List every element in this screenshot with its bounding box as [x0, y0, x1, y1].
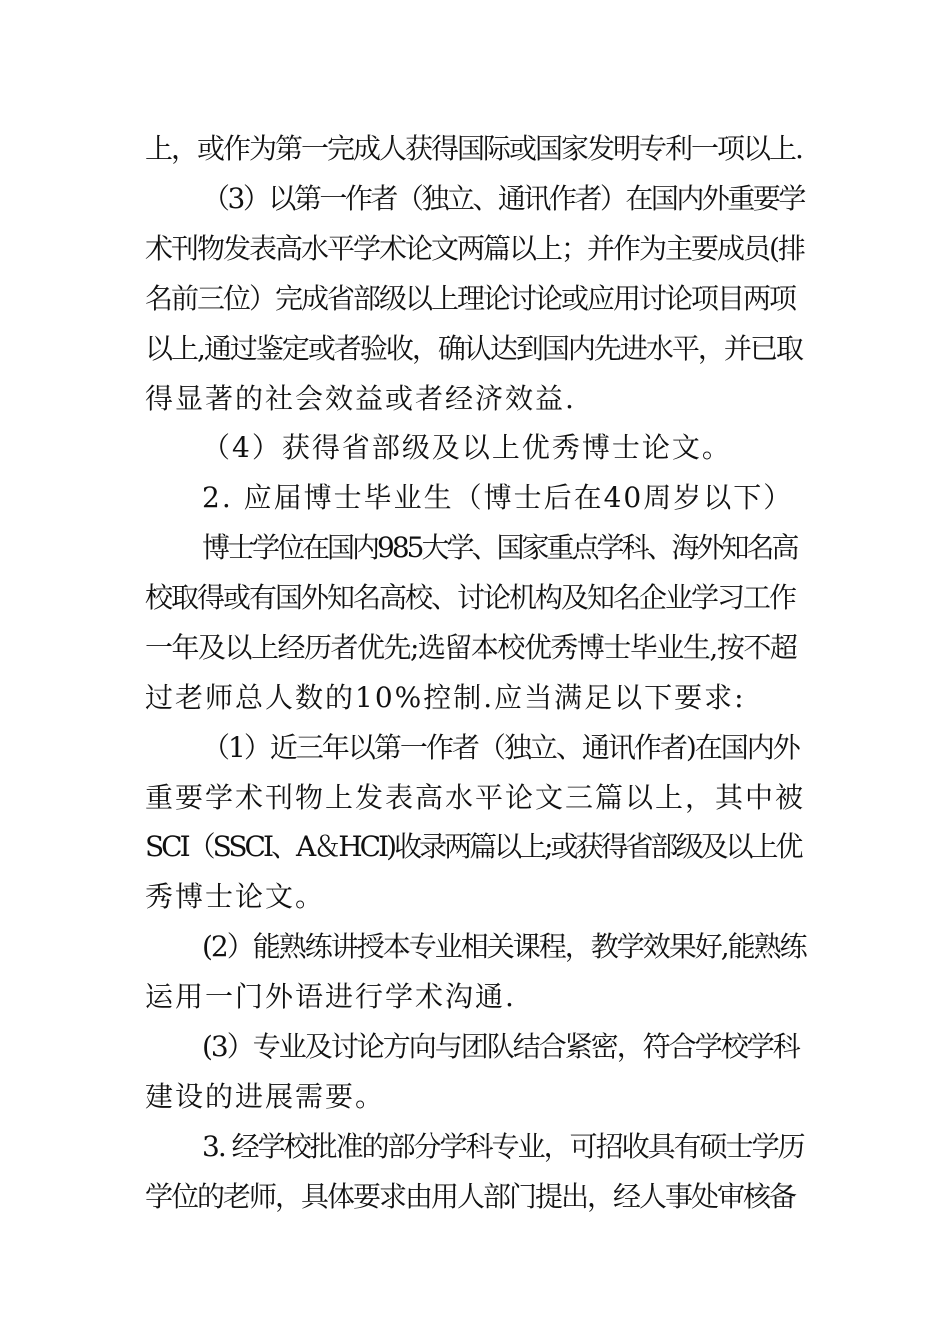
text-line-7: （4）获得省部级及以上优秀博士论文。: [202, 431, 732, 464]
text-line-20: 建设的进展需要。: [145, 1080, 386, 1113]
text-line-19: (3）专业及讨论方向与团队结合紧密，符合学校学科: [202, 1030, 799, 1063]
text-line-5: 以上,通过鉴定或者验收，确认达到国内先进水平，并已取: [145, 332, 802, 365]
text-line-16: 秀博士论文。: [145, 880, 326, 913]
text-line-22: 学位的老师，具体要求由用人部门提出，经人事处审核备: [145, 1180, 796, 1213]
text-line-14: 重要学术刊物上发表高水平论文三篇以上，其中被: [145, 781, 806, 814]
text-line-10: 校取得或有国外知名高校、讨论机构及知名企业学习工作: [145, 581, 796, 614]
text-line-13: （1）近三年以第一作者（独立、通讯作者)在国内外: [202, 731, 799, 764]
text-line-15: SCI（SSCI、A＆HCI)收录两篇以上;或获得省部级及以上优: [145, 830, 801, 863]
text-line-8: 2. 应届博士毕业生（博士后在40周岁以下）: [202, 481, 794, 514]
text-line-4: 名前三位）完成省部级以上理论讨论或应用讨论项目两项: [145, 282, 796, 315]
text-line-9: 博士学位在国内985大学、国家重点学科、海外知名高: [202, 531, 797, 564]
text-line-21: 3. 经学校批准的部分学科专业，可招收具有硕士学历: [202, 1130, 804, 1163]
text-line-11: 一年及以上经历者优先;选留本校优秀博士毕业生,按不超: [145, 631, 797, 664]
text-line-1: 上，或作为第一完成人获得国际或国家发明专利一项以上.: [145, 132, 802, 165]
text-line-2: （3）以第一作者（独立、通讯作者）在国内外重要学: [202, 182, 804, 215]
text-line-6: 得显著的社会效益或者经济效益.: [145, 382, 576, 415]
text-line-3: 术刊物发表高水平学术论文两篇以上；并作为主要成员(排: [145, 232, 804, 265]
text-line-18: 运用一门外语进行学术沟通.: [145, 980, 516, 1013]
text-line-17: (2）能熟练讲授本专业相关课程，教学效果好,能熟练: [202, 930, 806, 963]
text-line-12: 过老师总人数的10%控制.应当满足以下要求:: [145, 681, 746, 714]
